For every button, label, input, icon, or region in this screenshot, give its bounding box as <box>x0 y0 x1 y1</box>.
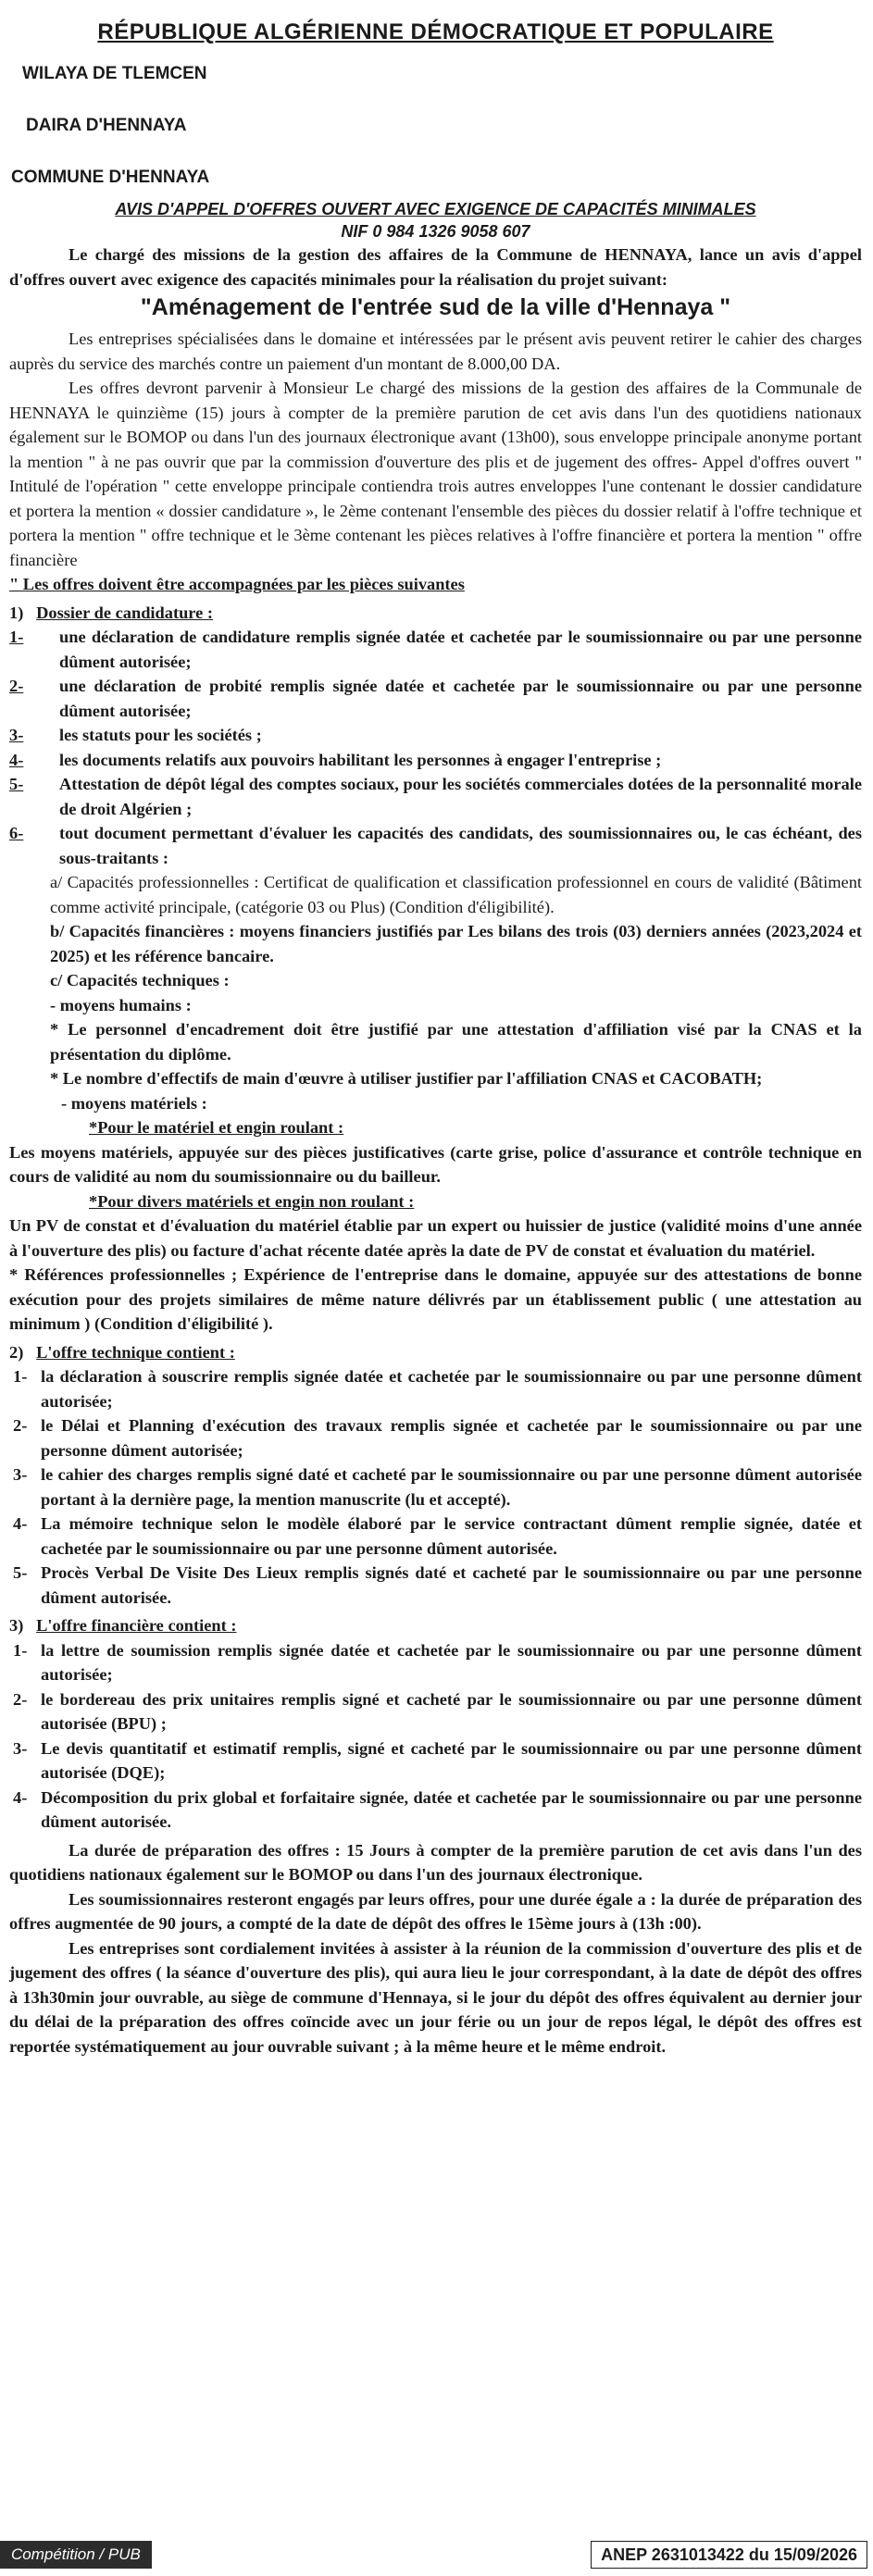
pieces-title: " Les offres doivent être accompagnées par les pièces suivantes <box>9 575 465 593</box>
materiel-non-roulant-text: Un PV de constat et d'évaluation du matériel établie par un expert ou huissier de justice (validité moins d'une année à l'ouverture des plis) ou facture d'achat récente datée après la date de PV de constat et évaluation du matériel. <box>9 1216 862 1260</box>
item-text: une déclaration de candidature remplis signée datée et cachetée par le soumissionnaire ou par une personne dûment autorisée; <box>59 628 862 671</box>
wilaya-label: WILAYA DE TLEMCEN <box>22 64 207 83</box>
list-item <box>9 821 862 870</box>
effectifs-main-oeuvre: * Le nombre d'effectifs de main d'œuvre à utiliser justifier par l'affiliation CNAS et CACOBATH; <box>50 1069 763 1088</box>
capacites-techniques: c/ Capacités techniques : <box>50 971 230 989</box>
footer-bar <box>0 2541 873 2569</box>
item-number: 6- <box>9 824 24 842</box>
list-item <box>9 1413 862 1462</box>
list-item <box>9 748 862 773</box>
item-text: le Délai et Planning d'exécution des travaux remplis signée et cachetée par le soumissionnaire ou par une personne dûment autorisée; <box>41 1416 862 1460</box>
item-text: Attestation de dépôt légal des comptes sociaux, pour les sociétés commerciales dotées de la personnalité morale de droit Algérien ; <box>59 775 862 818</box>
duree-paragraph: La durée de préparation des offres : 15 Jours à compter de la première parution de cet avis dans l'un des quotidiens nationaux également sur le BOMOP ou dans l'un des journaux électronique. <box>9 1840 862 1884</box>
financiere-number: 3) <box>9 1616 24 1635</box>
list-item <box>9 1462 862 1512</box>
footer-anep-reference: ANEP 2631013422 du 15/09/2026 <box>591 2541 867 2569</box>
item-text: Procès Verbal De Visite Des Lieux remplis signés daté et cacheté par le soumissionnaire ou par une personne dûment autorisée. <box>41 1563 862 1607</box>
personnel-encadrement: * Le personnel d'encadrement doit être justifié par une attestation d'affiliation visé par la CNAS et la présentation du diplôme. <box>50 1020 862 1064</box>
item-number: 4- <box>9 750 24 769</box>
moyens-materiels: - moyens matériels : <box>61 1093 207 1113</box>
materiel-roulant-title: *Pour le matériel et engin roulant : <box>89 1118 344 1137</box>
item-text: une déclaration de probité remplis signée datée et cachetée par le soumissionnaire ou par une personne dûment autorisée; <box>59 677 862 720</box>
item-text: la lettre de soumission remplis signée datée et cachetée par le soumissionnaire ou par une personne dûment autorisée; <box>41 1640 862 1684</box>
item-text: tout document permettant d'évaluer les capacités des candidats, des soumissionnaires ou, le cas échéant, des sous-traitants : <box>59 824 862 867</box>
item-text: le cahier des charges remplis signé daté et cacheté par le soumissionnaire ou par une personne dûment autorisée portant à la dernière page, la mention manuscrite (lu et accepté). <box>41 1465 862 1509</box>
footer-category: Compétition / PUB <box>0 2541 152 2569</box>
republic-title: RÉPUBLIQUE ALGÉRIENNE DÉMOCRATIQUE ET POPULAIRE <box>97 19 774 44</box>
materiel-roulant-text: Les moyens matériels, appuyée sur des pièces justificatives (carte grise, police d'assurance et contrôle technique en cours de validité au nom du soumissionnaire ou du bailleur. <box>9 1142 862 1186</box>
technique-heading <box>9 1340 862 1365</box>
depot-paragraph: Les offres devront parvenir à Monsieur Le chargé des missions de la gestion des affaires de la Communale de HENNAYA le quinzième (15) jours à compter de la première parution de cet avis dans l'un des quotidiens nationaux également sur le BOMOP ou dans l'un des journaux électronique avant (13h00), sous enveloppe principale anonyme portant la mention " à ne pas ouvrir que par la commission d'ouverture des plis et de jugement des offres- Appel d'offres ouvert " Intitulé de l'opération " cette enveloppe principale contiendra trois autres enveloppes l'une contenant le dossier candidature et portera la mention « dossier candidature », le 2ème contenant l'ensemble des pièces du dossier relatif à l'offre technique et portera la mention " offre technique et le 3ème contenant les pièces relatives à l'offre financière et portera la mention " offre financière <box>9 379 862 569</box>
item-text: Décomposition du prix global et forfaitaire signée, datée et cachetée par le soumissionnaire ou par une personne dûment autorisée. <box>41 1787 862 1831</box>
item-text: le bordereau des prix unitaires remplis signé et cacheté par le soumissionnaire ou par une personne dûment autorisée (BPU) ; <box>41 1689 862 1733</box>
candidature-number: 1) <box>9 603 24 622</box>
capacites-financieres: b/ Capacités financières : moyens financiers justifiés par Les bilans des trois (03) derniers années (2023,2024 et 2025) et les référence bancaire. <box>50 922 862 965</box>
item-number: 3- <box>13 1465 28 1484</box>
item-number: 1- <box>13 1640 28 1660</box>
engagement-paragraph: Les soumissionnaires resteront engagés par leurs offres, pour une durée égale a : la durée de préparation des offres augmentée de 90 jours, a compté de la date de dépôt des offres le 15ème jours à (13h :00). <box>9 1889 862 1933</box>
item-number: 1- <box>9 628 24 646</box>
item-number: 3- <box>13 1738 28 1758</box>
item-text: Le devis quantitatif et estimatif remplis, signé et cacheté par le soumissionnaire ou par une personne dûment autorisée (DQE); <box>41 1738 862 1782</box>
intro-paragraph: Le chargé des missions de la gestion des affaires de la Commune de HENNAYA, lance un avis d'appel d'offres ouvert avec exigence des capacités minimales pour la réalisation du projet suivant: <box>9 245 862 289</box>
item-number: 2- <box>9 677 24 695</box>
item-number: 4- <box>13 1514 28 1533</box>
list-item <box>9 625 862 674</box>
item-number: 1- <box>13 1367 28 1386</box>
capacites-professionnelles: a/ Capacités professionnelles : Certificat de qualification et classification professionnel en cours de validité (Bâtiment comme activité principale, (catégorie 03 ou Plus) (Condition d'éligibilité). <box>50 873 862 916</box>
list-item <box>9 1512 862 1561</box>
list-item <box>9 1638 862 1687</box>
avis-title: AVIS D'APPEL D'OFFRES OUVERT AVEC EXIGENCE DE CAPACITÉS MINIMALES <box>115 200 756 218</box>
project-title: "Aménagement de l'entrée sud de la ville d'Hennaya " <box>140 294 731 320</box>
reunion-paragraph: Les entreprises sont cordialement invitées à assister à la réunion de la commission d'ouverture des plis et de jugement des offres ( la séance d'ouverture des plis), qui aura lieu le jour correspondant, à la date de dépôt des offres à 13h30min jour ouvrable, au siège de commune d'Hennaya, si le jour du dépôt des offres équivalent au dernier jour du délai de la préparation des offres coïncide avec un jour férie ou un jour de repos légal, le dépôt des offres est reportée systématiquement au jour ouvrable suivant ; à la même heure et le même endroit. <box>9 1938 862 2056</box>
item-number: 5- <box>13 1563 28 1582</box>
list-item <box>9 1786 862 1835</box>
list-item <box>9 1687 862 1736</box>
candidature-heading <box>9 601 862 626</box>
list-item <box>9 1561 862 1610</box>
retrait-paragraph: Les entreprises spécialisées dans le domaine et intéressées par le présent avis peuvent retirer le cahier des charges auprès du service des marchés contre un paiement d'un montant de 8.000,00 DA. <box>9 330 862 373</box>
daira-label: DAIRA D'HENNAYA <box>26 116 187 135</box>
materiel-non-roulant-title: *Pour divers matériels et engin non roulant : <box>89 1191 415 1211</box>
item-text: les statuts pour les sociétés ; <box>59 726 262 744</box>
list-item <box>9 674 862 723</box>
list-item <box>9 1736 862 1786</box>
item-number: 2- <box>13 1416 28 1435</box>
financiere-title: L'offre financière contient : <box>36 1616 237 1635</box>
item-number: 5- <box>9 775 24 793</box>
candidature-title: Dossier de candidature : <box>36 603 214 622</box>
item-number: 3- <box>9 726 24 744</box>
item-number: 4- <box>13 1787 28 1807</box>
list-item <box>9 723 862 748</box>
list-item <box>9 1364 862 1413</box>
item-text: les documents relatifs aux pouvoirs habilitant les personnes à engager l'entreprise ; <box>59 750 662 769</box>
item-number: 2- <box>13 1689 28 1709</box>
technique-title: L'offre technique contient : <box>36 1342 235 1362</box>
list-item <box>9 772 862 821</box>
references-professionnelles: * Références professionnelles ; Expérience de l'entreprise dans le domaine, appuyée sur des attestations de bonne exécution pour des projets similaires de même nature délivrés par un établissement public ( une attestation au minimum ) (Condition d'éligibilité ). <box>9 1265 862 1333</box>
nif-number: NIF 0 984 1326 9058 607 <box>341 222 530 241</box>
item-text: la déclaration à souscrire remplis signée datée et cachetée par le soumissionnaire ou par une personne dûment autorisée; <box>41 1367 862 1411</box>
financiere-heading <box>9 1613 862 1638</box>
item-text: La mémoire technique selon le modèle élaboré par le service contractant dûment remplie signée, datée et cachetée par le soumissionnaire ou par une personne dûment autorisée. <box>41 1514 862 1558</box>
commune-label: COMMUNE D'HENNAYA <box>11 168 210 187</box>
technique-number: 2) <box>9 1342 24 1362</box>
moyens-humains: - moyens humains : <box>50 995 192 1014</box>
